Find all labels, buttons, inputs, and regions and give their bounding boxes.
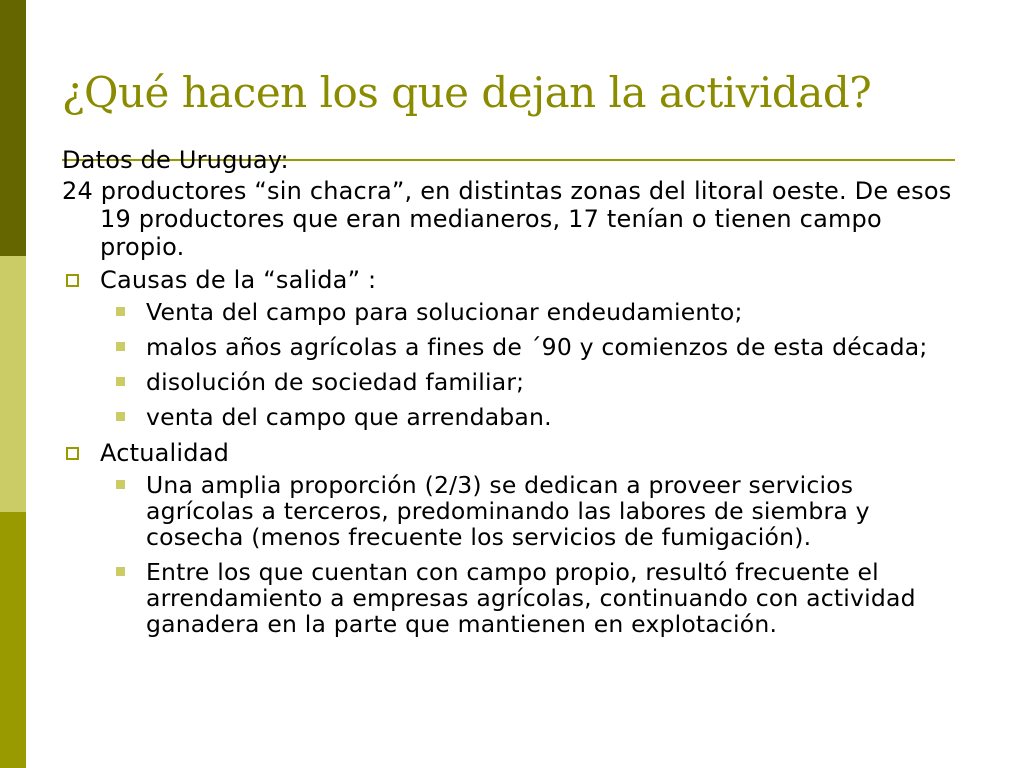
- intro-text: Datos de Uruguay:: [62, 146, 289, 174]
- list-item: [62, 559, 967, 637]
- list-item: [62, 404, 967, 430]
- square-bullet-icon: [116, 480, 125, 489]
- side-bar-middle: [0, 256, 26, 512]
- section-label: Causas de la “salida” :: [100, 266, 377, 294]
- section-actualidad: [62, 439, 967, 467]
- list-item-text: Venta del campo para solucionar endeudamiento;: [146, 298, 743, 326]
- list-item-text: venta del campo que arrendaban.: [146, 403, 552, 431]
- list-item: [62, 369, 967, 395]
- list-item: [62, 472, 967, 550]
- hollow-square-bullet-icon: [66, 274, 79, 287]
- square-bullet-icon: [116, 307, 125, 316]
- list-item-text: Entre los que cuentan con campo propio, resultó frecuente el arrendamiento a empresas agrícolas, continuando con actividad ganadera en la parte que mantienen en explotación.: [146, 558, 916, 638]
- list-item-text: Una amplia proporción (2/3) se dedican a proveer servicios agrícolas a terceros, predominando las labores de siembra y cosecha (menos frecuente los servicios de fumigación).: [146, 471, 870, 551]
- side-bar-top: [0, 0, 26, 256]
- list-item: [62, 299, 967, 325]
- list-item-text: malos años agrícolas a fines de ´90 y comienzos de esta década;: [146, 333, 928, 361]
- hollow-square-bullet-icon: [66, 447, 79, 460]
- side-bar-bottom: [0, 512, 26, 768]
- summary-paragraph: 24 productores “sin chacra”, en distintas zonas del litoral oeste. De esos 19 productores que eran medianeros, 17 tenían o tienen campo propio.: [62, 177, 952, 261]
- section-causas: [62, 266, 967, 294]
- slide-title: ¿Qué hacen los que dejan la actividad?: [62, 68, 872, 117]
- list-item: [62, 334, 967, 360]
- square-bullet-icon: [116, 342, 125, 351]
- slide-body: [62, 146, 967, 646]
- square-bullet-icon: [116, 567, 125, 576]
- square-bullet-icon: [116, 377, 125, 386]
- square-bullet-icon: [116, 412, 125, 421]
- list-item-text: disolución de sociedad familiar;: [146, 368, 525, 396]
- section-label: Actualidad: [100, 439, 230, 467]
